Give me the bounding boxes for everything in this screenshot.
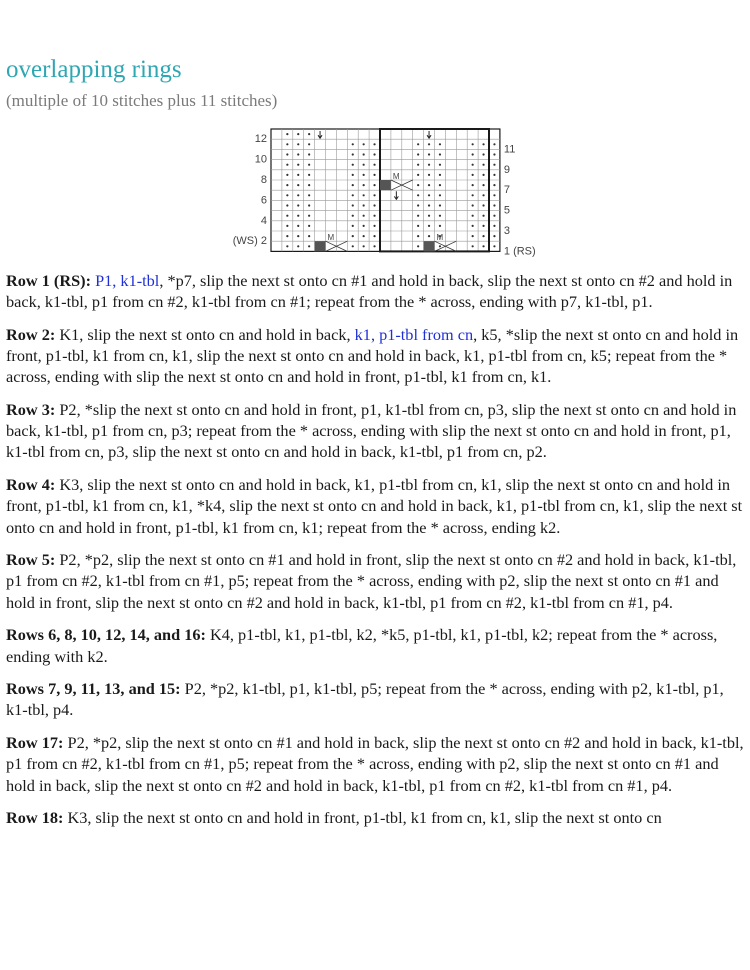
purl-dot <box>493 153 495 155</box>
purl-dot <box>297 133 299 135</box>
purl-dot <box>472 194 474 196</box>
purl-dot <box>297 235 299 237</box>
row-number-left: 6 <box>260 194 267 207</box>
purl-dot <box>417 225 419 227</box>
purl-dot <box>352 143 354 145</box>
row-label: Row 2: <box>6 324 56 344</box>
purl-dot <box>308 143 310 145</box>
row-label: Row 18: <box>6 808 64 828</box>
row-label: Row 5: <box>6 550 56 570</box>
purl-dot <box>417 215 419 217</box>
purl-dot <box>373 194 375 196</box>
purl-dot <box>428 153 430 155</box>
purl-dot <box>352 153 354 155</box>
purl-dot <box>493 225 495 227</box>
purl-dot <box>286 174 288 176</box>
row-4 <box>6 474 744 538</box>
purl-dot <box>472 184 474 186</box>
purl-dot <box>297 153 299 155</box>
purl-dot <box>472 204 474 206</box>
purl-dot <box>297 194 299 196</box>
purl-dot <box>286 245 288 247</box>
purl-dot <box>286 143 288 145</box>
purl-dot <box>297 143 299 145</box>
purl-dot <box>428 225 430 227</box>
purl-dot <box>308 164 310 166</box>
purl-dot <box>352 174 354 176</box>
purl-dot <box>286 204 288 206</box>
marker-label: M <box>327 233 335 243</box>
purl-dot <box>439 174 441 176</box>
purl-dot <box>493 184 495 186</box>
purl-dot <box>352 184 354 186</box>
marker-label: M <box>392 172 400 181</box>
row-label: Row 17: <box>6 733 64 753</box>
purl-dot <box>363 245 365 247</box>
purl-dot <box>308 225 310 227</box>
purl-dot <box>493 194 495 196</box>
purl-dot <box>297 164 299 166</box>
purl-dot <box>363 143 365 145</box>
purl-dot <box>482 215 484 217</box>
purl-dot <box>417 153 419 155</box>
row-text: , k5, *slip the next st onto cn and hold in front, p1-tbl, k1 from cn, k1, slip the next st onto cn and hold in back, k1, p1-tbl from cn, k5; repeat from the * across, ending with slip the next st onto cn and hold in front, p1-tbl, k1 from cn, k1. <box>6 324 739 387</box>
row-text: , *p7, slip the next st onto cn #1 and hold in back, slip the next st onto cn #2 and hold in back, k1-tbl, p1 from cn #2, k1-tbl from cn #1; repeat from the * across, ending with p7, k1-tbl, p1. <box>6 271 733 312</box>
row-text: K3, slip the next st onto cn and hold in front, p1-tbl, k1 from cn, k1, slip the next st onto cn <box>67 808 662 828</box>
stitch-link[interactable]: P1, k1-tbl <box>95 271 160 290</box>
row-text: K4, p1-tbl, k1, p1-tbl, k2, *k5, p1-tbl, k1, p1-tbl, k2; repeat from the * across, ending with k2. <box>6 625 718 666</box>
purl-dot <box>482 235 484 237</box>
purl-dot <box>297 215 299 217</box>
purl-dot <box>352 245 354 247</box>
row-text: P2, *p2, k1-tbl, p1, k1-tbl, p5; repeat from the * across, ending with p2, k1-tbl, p1, k1-tbl, p4. <box>6 679 724 720</box>
purl-dot <box>482 225 484 227</box>
purl-dot <box>439 225 441 227</box>
purl-dot <box>493 245 495 247</box>
purl-dot <box>373 225 375 227</box>
row-text: P2, *p2, slip the next st onto cn #1 and hold in front, slip the next st onto cn #2 and hold in back, k1-tbl, p1 from cn #2, k1-tbl from cn #1, p5; repeat from the * across, ending with p2, slip the next st onto cn #1 and hold in front, slip the next st onto cn #2 and hold in back, k1-tbl, p1 from cn #2, k1-tbl from cn #1, p4. <box>6 550 737 612</box>
purl-dot <box>373 174 375 176</box>
purl-dot <box>352 235 354 237</box>
purl-dot <box>363 153 365 155</box>
purl-dot <box>417 235 419 237</box>
purl-dot <box>286 184 288 186</box>
purl-dot <box>428 235 430 237</box>
purl-dot <box>373 235 375 237</box>
row-number-right: 9 <box>503 163 511 176</box>
row-number-left: 12 <box>254 133 267 146</box>
cable-cell <box>315 241 326 251</box>
row-number-left: 8 <box>260 174 267 186</box>
row-text: K3, slip the next st onto cn and hold in back, k1, p1-tbl from cn, k1, slip the next st onto cn and hold in front, p1-tbl, k1 from cn, k1, *k4, slip the next st onto cn and hold in back, k1, p1-tbl from cn, k1, slip the next st onto cn and hold in front, p1-tbl, k1 from cn, k1; repeat from the * across, ending k2. <box>6 475 743 537</box>
purl-dot <box>439 194 441 196</box>
purl-dot <box>363 174 365 176</box>
purl-dot <box>428 194 430 196</box>
purl-dot <box>472 215 474 217</box>
purl-dot <box>373 184 375 186</box>
purl-dot <box>472 164 474 166</box>
purl-dot <box>363 194 365 196</box>
purl-dot <box>373 204 375 206</box>
purl-dot <box>308 153 310 155</box>
purl-dot <box>482 245 484 247</box>
purl-dot <box>439 245 441 247</box>
purl-dot <box>482 143 484 145</box>
row-18 <box>6 807 744 828</box>
row-label: Rows 6, 8, 10, 12, 14, and 16: <box>6 625 206 645</box>
purl-dot <box>352 194 354 196</box>
purl-dot <box>428 174 430 176</box>
purl-dot <box>308 245 310 247</box>
purl-dot <box>363 215 365 217</box>
row-3 <box>6 399 744 463</box>
purl-dot <box>417 245 419 247</box>
row-number-left: 4 <box>260 214 267 227</box>
purl-dot <box>482 204 484 206</box>
row-17 <box>6 732 744 796</box>
purl-dot <box>363 184 365 186</box>
purl-dot <box>472 153 474 155</box>
purl-dot <box>417 164 419 166</box>
purl-dot <box>428 184 430 186</box>
purl-dot <box>297 204 299 206</box>
purl-dot <box>286 133 288 135</box>
purl-dot <box>482 164 484 166</box>
purl-dot <box>297 184 299 186</box>
purl-dot <box>373 215 375 217</box>
purl-dot <box>297 245 299 247</box>
row-5 <box>6 549 744 613</box>
purl-dot <box>286 225 288 227</box>
purl-dot <box>439 204 441 206</box>
purl-dot <box>352 225 354 227</box>
row-instructions <box>6 270 744 840</box>
purl-dot <box>352 215 354 217</box>
purl-dot <box>352 164 354 166</box>
purl-dot <box>493 164 495 166</box>
row-label: Row 1 (RS): <box>6 271 92 290</box>
purl-dot <box>363 204 365 206</box>
purl-dot <box>493 215 495 217</box>
row-label: Row 4: <box>6 475 56 495</box>
purl-dot <box>297 225 299 227</box>
purl-dot <box>363 235 365 237</box>
row-number-right: 7 <box>503 184 511 197</box>
row-number-left: 10 <box>254 153 267 166</box>
purl-dot <box>363 164 365 166</box>
purl-dot <box>472 174 474 176</box>
purl-dot <box>286 194 288 196</box>
purl-dot <box>308 204 310 206</box>
purl-dot <box>417 174 419 176</box>
purl-dot <box>439 164 441 166</box>
purl-dot <box>286 164 288 166</box>
purl-dot <box>308 174 310 176</box>
purl-dot <box>373 245 375 247</box>
purl-dot <box>482 153 484 155</box>
purl-dot <box>482 184 484 186</box>
cable-cell <box>424 241 435 251</box>
purl-dot <box>428 215 430 217</box>
purl-dot <box>417 184 419 186</box>
purl-dot <box>417 143 419 145</box>
purl-dot <box>308 235 310 237</box>
purl-dot <box>286 153 288 155</box>
row-2 <box>6 324 744 388</box>
purl-dot <box>493 174 495 176</box>
purl-dot <box>417 204 419 206</box>
purl-dot <box>428 143 430 145</box>
purl-dot <box>352 204 354 206</box>
purl-dot <box>363 225 365 227</box>
purl-dot <box>373 143 375 145</box>
purl-dot <box>308 194 310 196</box>
purl-dot <box>493 235 495 237</box>
row-text: P2, *slip the next st onto cn and hold in front, p1, k1-tbl from cn, p3, slip the next st onto cn and hold in back, k1-tbl, p1 from cn, p3; repeat from the * across, ending with slip the next st onto cn and hold in front, p1, k1-tbl from cn, p3, slip the next st onto cn and hold in back, k1-tbl, p1 from cn, p2. <box>6 400 737 462</box>
row-text: P2, *p2, slip the next st onto cn #1 and hold in back, slip the next st onto cn #2 and hold in back, k1-tbl, p1 from cn #2, k1-tbl from cn #1, p5; repeat from the * across, ending with p2, slip the next st onto cn #1 and hold in back, slip the next st onto cn #2 and hold in back, k1-tbl, p1 from cn #2, k1-tbl from cn #1, p4. <box>6 733 744 795</box>
purl-dot <box>482 194 484 196</box>
purl-dot <box>308 215 310 217</box>
purl-dot <box>417 194 419 196</box>
row-number-left: (WS) 2 <box>232 235 267 248</box>
marker-label: M <box>436 233 444 243</box>
row-number-right: 11 <box>503 143 516 156</box>
row-1 <box>6 270 744 312</box>
purl-dot <box>472 245 474 247</box>
rows-even <box>6 624 744 666</box>
pattern-subtitle: (multiple of 10 stitches plus 11 stitches) <box>6 91 278 110</box>
purl-dot <box>472 143 474 145</box>
purl-dot <box>439 215 441 217</box>
purl-dot <box>439 153 441 155</box>
purl-dot <box>472 225 474 227</box>
purl-dot <box>472 235 474 237</box>
purl-dot <box>308 133 310 135</box>
purl-dot <box>373 153 375 155</box>
purl-dot <box>428 204 430 206</box>
purl-dot <box>493 143 495 145</box>
purl-dot <box>439 184 441 186</box>
purl-dot <box>286 235 288 237</box>
row-number-right: 3 <box>503 225 511 237</box>
purl-dot <box>308 184 310 186</box>
row-label: Row 3: <box>6 400 56 420</box>
row-text-pre: K1, slip the next st onto cn and hold in back, <box>59 324 355 344</box>
purl-dot <box>428 164 430 166</box>
purl-dot <box>482 174 484 176</box>
purl-dot <box>373 164 375 166</box>
purl-dot <box>439 143 441 145</box>
row-label: Rows 7, 9, 11, 13, and 15: <box>6 679 181 699</box>
purl-dot <box>297 174 299 176</box>
purl-dot <box>493 204 495 206</box>
pattern-title: overlapping rings <box>6 56 182 83</box>
row-number-right: 5 <box>503 204 511 217</box>
purl-dot <box>286 215 288 217</box>
stitch-link[interactable]: k1, p1-tbl from cn <box>354 324 474 344</box>
rows-odd <box>6 678 744 720</box>
stitch-chart <box>225 124 536 258</box>
cable-cell <box>380 180 391 190</box>
row-number-right: 1 (RS) <box>503 245 536 258</box>
